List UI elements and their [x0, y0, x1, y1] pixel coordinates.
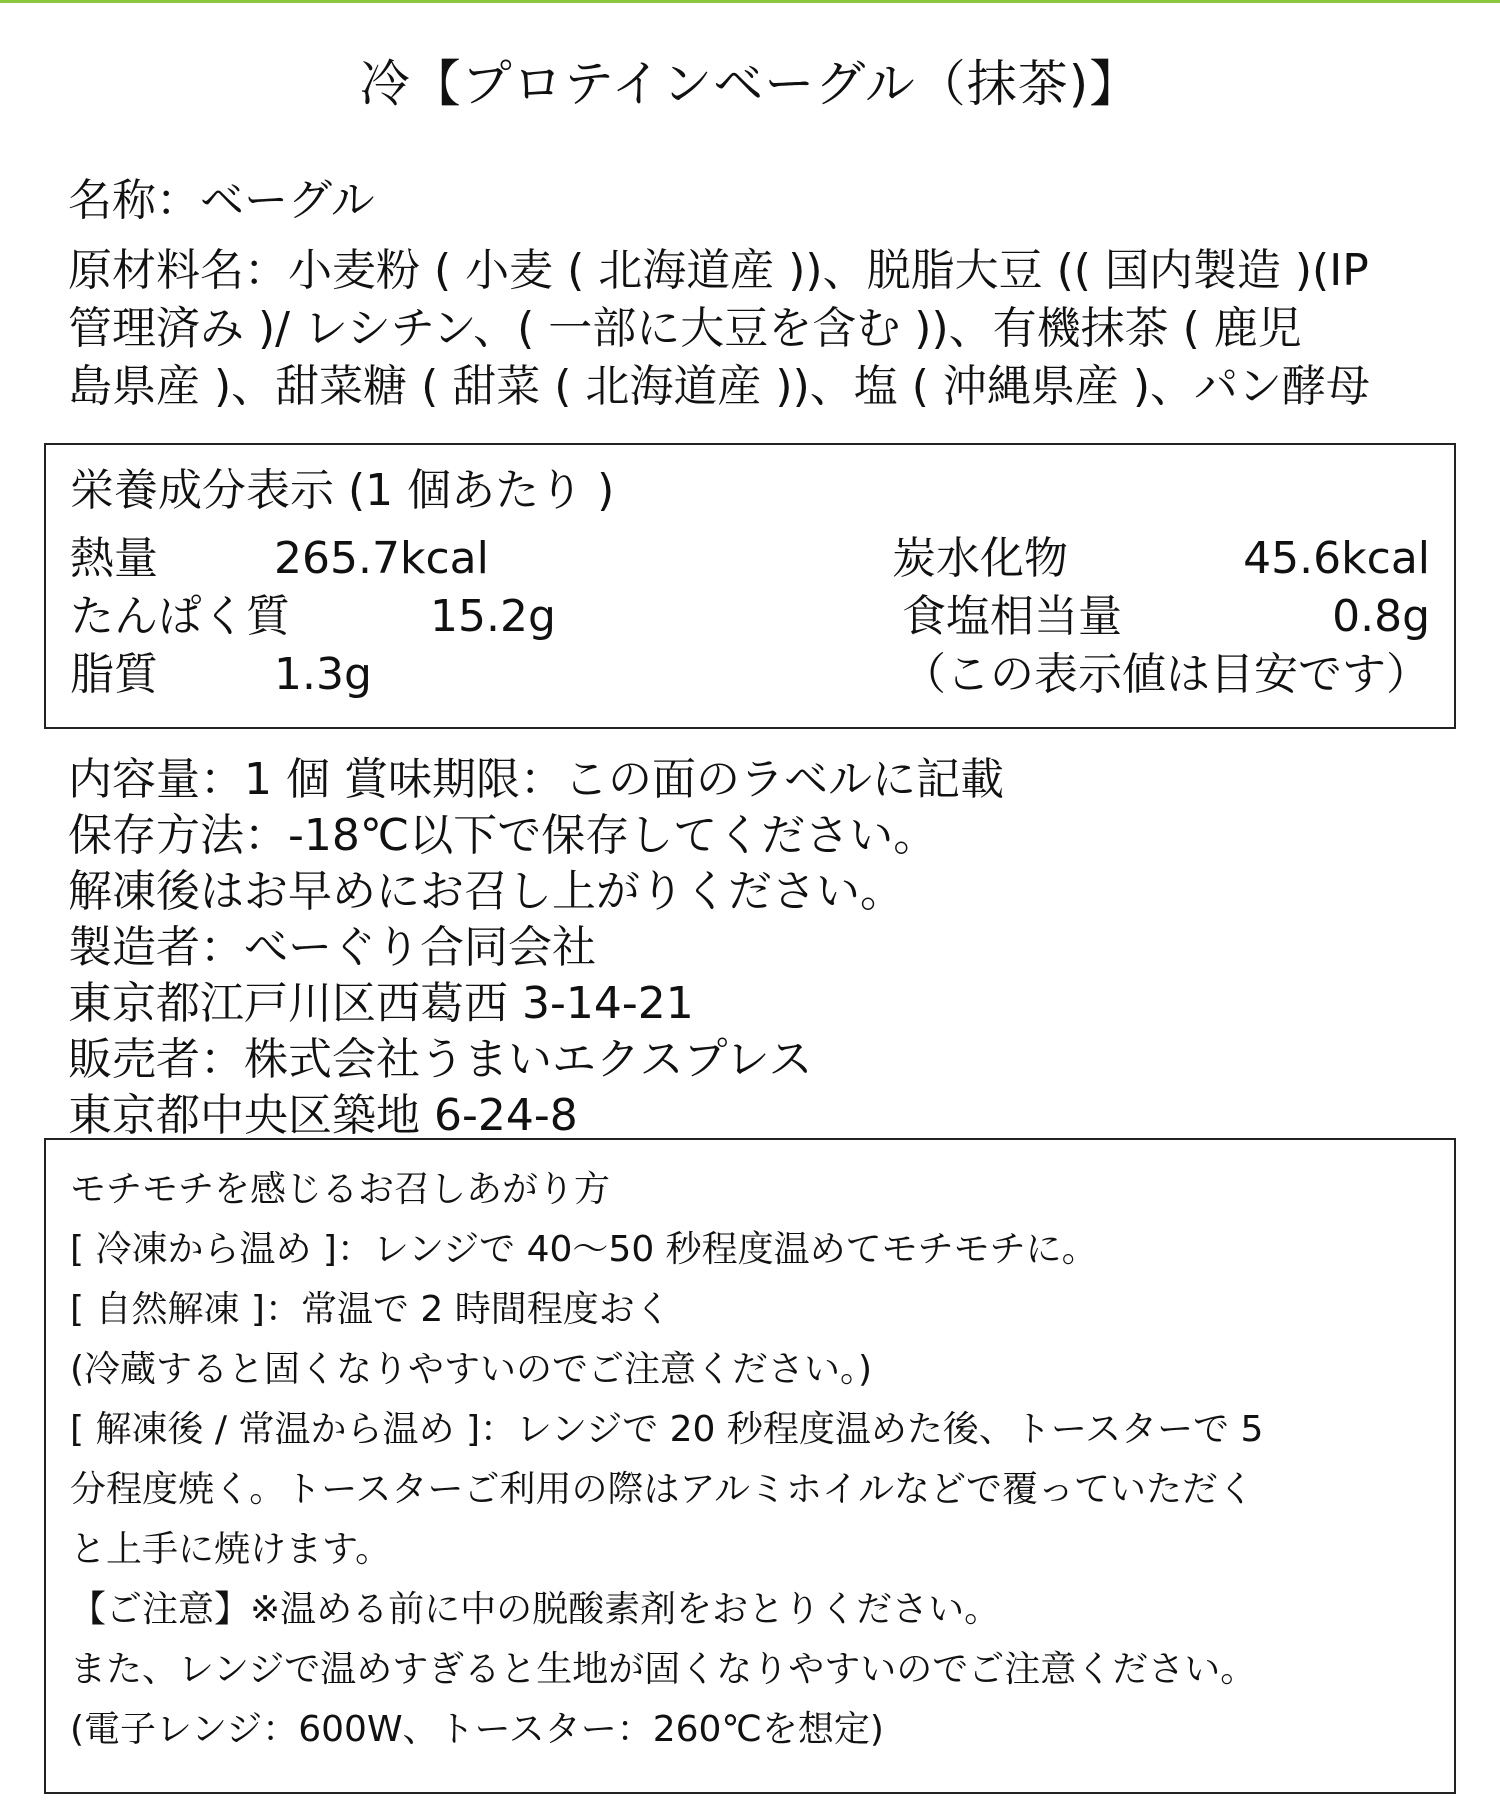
carbohydrate-value: 45.6kcal	[1243, 533, 1430, 584]
product-info	[68, 752, 1428, 1144]
ingredients-line: 原材料名：小麦粉 ( 小麦 ( 北海道産 ))、脱脂大豆 (( 国内製造 )(IP	[68, 245, 1369, 296]
instruction-line: [ 解凍後 / 常温から温め ]：レンジで 20 秒程度温めた後、トースターで 5	[70, 1409, 1264, 1450]
product-name-line: 名称：ベーグル	[68, 175, 375, 226]
serving-instructions-box	[44, 1138, 1456, 1794]
salt-equivalent-label: 食塩相当量	[902, 591, 1122, 642]
protein-value: 15.2g	[430, 591, 556, 642]
instruction-line: (冷蔵すると固くなりやすいのでご注意ください。)	[70, 1349, 873, 1390]
nutrition-facts-box	[44, 443, 1456, 729]
seller: 販売者：株式会社うまいエクスプレス	[68, 1034, 813, 1085]
product-title: 冷【プロテインベーグル（抹茶)】	[359, 55, 1141, 113]
energy-label: 熱量	[70, 533, 158, 584]
nutrition-note: （この表示値は目安です）	[902, 649, 1430, 700]
seller-address: 東京都中央区築地 6-24-8	[68, 1090, 578, 1141]
protein-label: たんぱく質	[70, 591, 290, 642]
appliance-assumption: (電子レンジ：600W、トースター：260℃を想定)	[70, 1709, 884, 1750]
serving-instructions	[70, 1160, 1440, 1760]
manufacturer-address: 東京都江戸川区西葛西 3-14-21	[68, 978, 694, 1029]
instruction-line: [ 自然解凍 ]：常温で 2 時間程度おく	[70, 1289, 671, 1330]
instruction-line: と上手に焼けます。	[70, 1529, 392, 1570]
energy-value: 265.7kcal	[274, 533, 489, 584]
fat-value: 1.3g	[274, 649, 372, 700]
instruction-line: 分程度焼く。トースターご利用の際はアルミホイルなどで覆っていただく	[70, 1469, 1255, 1510]
manufacturer: 製造者：べーぐり合同会社	[68, 922, 596, 973]
ingredients-line: 管理済み )/ レシチン、( 一部に大豆を含む ))、有機抹茶 ( 鹿児	[68, 303, 1302, 354]
caution-line: また、レンジで温めすぎると生地が固くなりやすいのでご注意ください。	[70, 1649, 1257, 1690]
instructions-heading: モチモチを感じるお召しあがり方	[70, 1169, 611, 1210]
product-description	[68, 172, 1428, 416]
nutrition-header: 栄養成分表示 (1 個あたり )	[70, 465, 615, 516]
carbohydrate-label: 炭水化物	[892, 533, 1068, 584]
top-accent-line	[0, 0, 1500, 3]
thaw-note: 解凍後はお早めにお召し上がりください。	[68, 866, 904, 917]
salt-equivalent-value: 0.8g	[1332, 591, 1430, 642]
content-and-expiry: 内容量：1 個 賞味期限：この面のラベルに記載	[68, 754, 1004, 805]
ingredients-line: 島県産 )、甜菜糖 ( 甜菜 ( 北海道産 ))、塩 ( 沖縄県産 )、パン酵母	[68, 361, 1371, 412]
fat-label: 脂質	[70, 649, 158, 700]
storage-method: 保存方法：-18℃以下で保存してください。	[68, 810, 938, 861]
caution-line: 【ご注意】※温める前に中の脱酸素剤をおとりください。	[70, 1589, 1001, 1630]
instruction-line: [ 冷凍から温め ]：レンジで 40～50 秒程度温めてモチモチに。	[70, 1229, 1098, 1270]
